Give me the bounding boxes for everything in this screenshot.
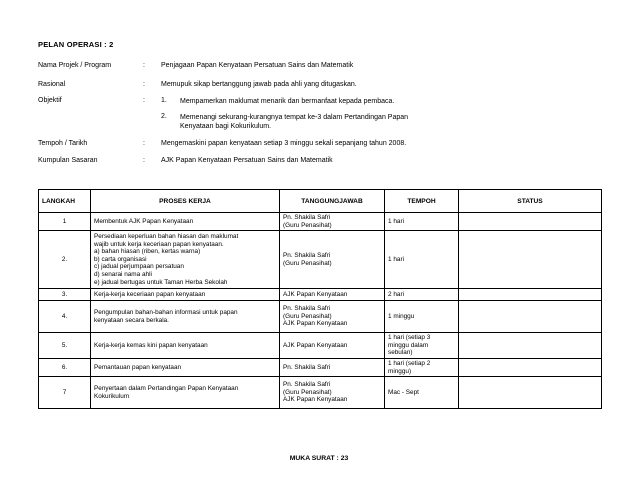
tempoh-line: 1 hari (setiap 3 — [388, 334, 431, 342]
tanggung-line: Pn. Shakila Safri — [283, 363, 331, 371]
proses-line: wajib untuk kerja keceriaan papan kenyataan. — [94, 240, 224, 248]
tempoh-line: minggu) — [388, 367, 412, 375]
langkah-cell: 3. — [39, 289, 91, 301]
tanggung-line: (Guru Penasihat) — [283, 388, 332, 396]
tempoh-cell — [385, 301, 459, 333]
document-title: PELAN OPERASI : 2 — [38, 40, 114, 49]
tanggung-line: AJK Papan Kenyataan — [283, 341, 348, 349]
tempoh-line: 1 minggu — [388, 312, 415, 320]
proses-line: a) bahan hiasan (riben, kertas warna) — [94, 248, 201, 256]
objektif-item-number: 1. — [161, 97, 167, 104]
proses-line: Persediaan keperluan bahan hiasan dan maklumat — [94, 233, 239, 241]
status-cell — [459, 377, 602, 409]
tempoh-cell — [385, 231, 459, 289]
proses-kerja-cell — [91, 231, 280, 289]
langkah-cell: 2. — [39, 231, 91, 289]
rasional-label: Rasional — [38, 81, 66, 88]
table-row — [39, 289, 602, 301]
header-status: STATUS — [459, 190, 602, 213]
header-tanggungjawab: TANGGUNGJAWAB — [280, 190, 385, 213]
rasional-value: Memupuk sikap bertanggung jawab pada ahli yang ditugaskan. — [161, 81, 357, 88]
header-langkah: LANGKAH — [39, 190, 91, 213]
table-row — [39, 358, 602, 376]
tanggung-line: Pn. Shakila Safri — [283, 381, 331, 389]
proses-line: Membentuk AJK Papan Kenyataan — [94, 217, 194, 225]
tempoh-line: minggu dalam — [388, 341, 429, 349]
tanggung-line: AJK Papan Kenyataan — [283, 290, 348, 298]
proses-kerja-cell — [91, 358, 280, 376]
colon: : — [143, 97, 145, 104]
proses-line: Pemantauan papan kenyataan — [94, 363, 182, 371]
tanggung-line: Pn. Shakila Safri — [283, 214, 331, 221]
langkah-cell: 7 — [39, 377, 91, 409]
objektif-item-number: 2. — [161, 113, 167, 120]
tanggungjawab-cell — [280, 301, 385, 333]
objektif-item-text: Mempamerkan maklumat menarik dan bermanfaat kepada pembaca. — [180, 98, 395, 105]
table-header-row — [39, 190, 602, 213]
proses-kerja-table — [38, 189, 602, 409]
colon: : — [143, 81, 145, 88]
proses-line: c) jadual perjumpaan persatuan — [94, 263, 184, 271]
proses-line: Kerja-kerja keceriaan papan kenyataan — [94, 290, 206, 298]
tempoh-cell — [385, 289, 459, 301]
table-row — [39, 377, 602, 409]
proses-line: Penyertaan dalam Pertandingan Papan Kenyataan — [94, 385, 239, 393]
tanggung-line: (Guru Penasihat) — [283, 259, 332, 267]
colon: : — [143, 157, 145, 164]
proses-line: Pengumpulan bahan-bahan informasi untuk papan — [94, 309, 238, 317]
tanggungjawab-cell — [280, 333, 385, 359]
tempoh-value: Mengemaskini papan kenyataan setiap 3 minggu sekali sepanjang tahun 2008. — [161, 140, 407, 147]
tempoh-cell — [385, 333, 459, 359]
table-row — [39, 231, 602, 289]
tanggungjawab-cell — [280, 377, 385, 409]
header-proses-kerja: PROSES KERJA — [91, 190, 280, 213]
tanggung-line: Pn. Shakila Safri — [283, 305, 331, 313]
status-cell — [459, 231, 602, 289]
proses-line: b) carta organisasi — [94, 255, 147, 263]
tempoh-label: Tempoh / Tarikh — [38, 140, 88, 147]
tanggung-line: Pn. Shakila Safri — [283, 252, 331, 260]
colon: : — [143, 62, 145, 69]
status-cell — [459, 213, 602, 231]
sasaran-label: Kumpulan Sasaran — [38, 157, 98, 164]
colon: : — [143, 140, 145, 147]
langkah-cell: 1 — [39, 213, 91, 231]
proses-kerja-cell — [91, 213, 280, 231]
tempoh-line: Mac - Sept — [388, 388, 419, 396]
tempoh-cell — [385, 377, 459, 409]
header-tempoh: TEMPOH — [385, 190, 459, 213]
tempoh-line: 1 hari — [388, 217, 404, 225]
tempoh-cell — [385, 358, 459, 376]
objektif-item-text: Memenangi sekurang-kurangnya tempat ke-3 dalam Pertandingan Papan Kenyataan bagi Kokurikulum. — [180, 114, 409, 130]
proses-kerja-cell — [91, 289, 280, 301]
tempoh-line: sebulan) — [388, 349, 413, 357]
projek-label: Nama Projek / Program — [38, 62, 112, 69]
table-row — [39, 333, 602, 359]
objektif-label: Objektif — [38, 97, 62, 104]
langkah-cell: 5. — [39, 333, 91, 359]
tanggungjawab-cell — [280, 358, 385, 376]
proses-kerja-cell — [91, 301, 280, 333]
proses-line: Kerja-kerja kemas kini papan kenyataan — [94, 341, 208, 349]
tanggung-line: AJK Papan Kenyataan — [283, 320, 348, 328]
proses-kerja-cell — [91, 377, 280, 409]
tanggungjawab-cell — [280, 289, 385, 301]
proses-line: Kokurikulum — [94, 392, 130, 400]
proses-kerja-cell — [91, 333, 280, 359]
langkah-cell: 6. — [39, 358, 91, 376]
page-number: MUKA SURAT : 23 — [289, 455, 349, 462]
status-cell — [459, 289, 602, 301]
tempoh-line: 1 hari (setiap 2 — [388, 359, 431, 367]
proses-line: d) senarai nama ahli — [94, 271, 152, 279]
proses-line: kenyataan secara berkala. — [94, 316, 169, 324]
proses-line: e) jadual bertugas untuk Taman Herba Sekolah — [94, 278, 228, 286]
status-cell — [459, 358, 602, 376]
tempoh-line: 1 hari — [388, 255, 404, 263]
tanggungjawab-cell — [280, 213, 385, 231]
projek-value: Penjagaan Papan Kenyataan Persatuan Sains dan Matematik — [161, 62, 354, 69]
tanggung-line: (Guru Penasihat) — [283, 312, 332, 320]
tempoh-line: 2 hari — [388, 290, 404, 298]
table-row — [39, 213, 602, 231]
tanggung-line: AJK Papan Kenyataan — [283, 396, 348, 404]
status-cell — [459, 301, 602, 333]
status-cell — [459, 333, 602, 359]
tanggung-line: (Guru Penasihat) — [283, 221, 332, 229]
sasaran-value: AJK Papan Kenyataan Persatuan Sains dan Matematik — [161, 157, 333, 164]
tanggungjawab-cell — [280, 231, 385, 289]
langkah-cell: 4. — [39, 301, 91, 333]
table-row — [39, 301, 602, 333]
tempoh-cell — [385, 213, 459, 231]
